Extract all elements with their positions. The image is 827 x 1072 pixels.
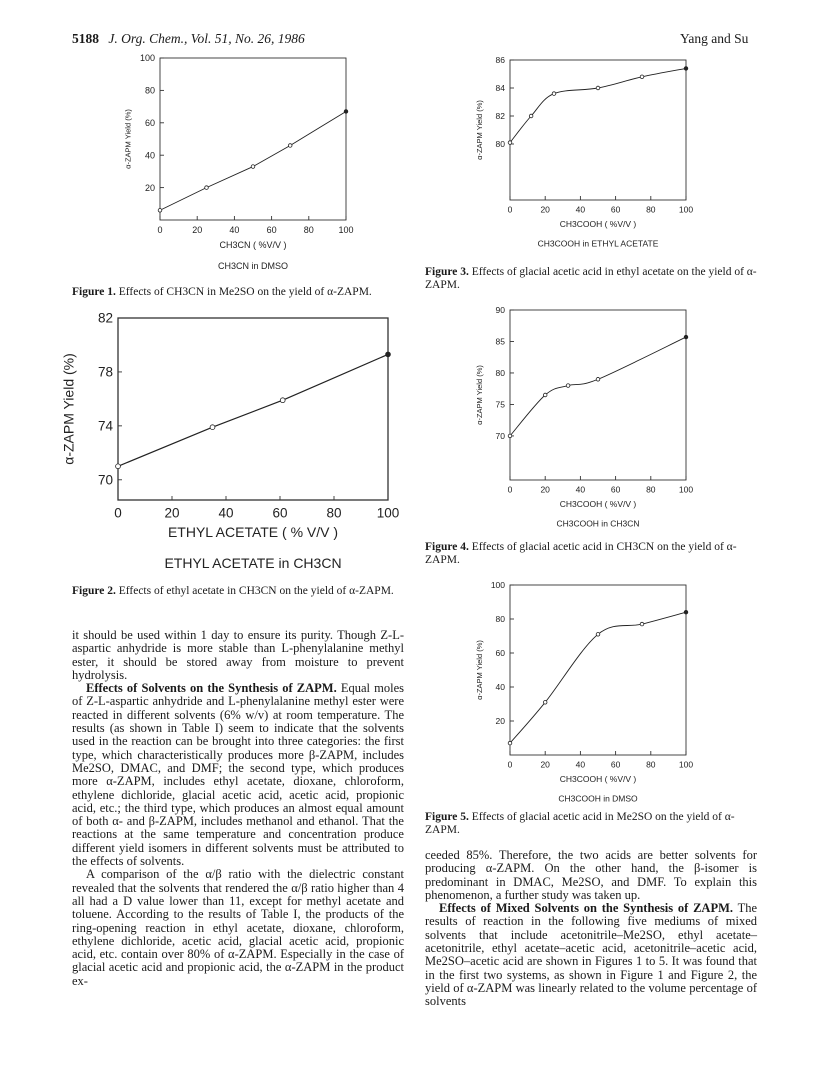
y-axis-label: α-ZAPM Yield (%): [474, 365, 484, 425]
x-tick-label: 20: [540, 204, 550, 215]
section-heading-mixed-solvents: Effects of Mixed Solvents on the Synthesis of ZAPM.: [439, 901, 734, 916]
series-line: [510, 612, 686, 743]
figure-3-label: Figure 3.: [425, 266, 469, 278]
series-line: [160, 111, 346, 210]
x-axis-label: CH3COOH ( %V/V ): [559, 219, 637, 229]
paragraph-right-1: ceeded 85%. Therefore, the two acids are better solvents for producing α-ZAPM. On the other hand, the β-isomer is predominant in DMAC, Me2SO, and DMF. To explain this phenomenon, a further study was taken up.: [425, 848, 757, 902]
plot-frame: [510, 585, 686, 755]
data-point: [251, 165, 255, 169]
paragraph-left-1: it should be used within 1 day to ensure its purity. Though Z-L-aspartic anhydride is more stable than L-phenylalanine methyl ester, it should be stored away from moisture to prevent hydrolysis.: [72, 628, 404, 682]
y-tick-label: 80: [495, 613, 505, 624]
figure-1-chart: [100, 50, 400, 280]
chart-title: ETHYL ACETATE in CH3CN: [164, 555, 342, 572]
figure-2-chart: [60, 308, 412, 578]
x-tick-label: 80: [303, 225, 314, 235]
plot-frame: [510, 60, 686, 200]
page-number: 5188: [72, 31, 99, 46]
x-axis-label: ETHYL ACETATE ( % V/V ): [167, 524, 339, 540]
figure-5-chart: [474, 575, 710, 805]
y-tick-label: 70: [495, 430, 505, 441]
y-tick-label: 100: [139, 53, 155, 64]
figure-3-caption: [425, 266, 765, 291]
x-tick-label: 0: [507, 484, 513, 495]
authors-header: Yang and Su: [680, 31, 749, 46]
chart-title: CH3COOH in DMSO: [558, 793, 638, 804]
paragraph-right-2: The results of reaction in the following five mediums of mixed solvents that include acetonitrile–Me2SO, ethyl acetate–acetonitrile, ethyl acetate–acetic acid, acetonitrile–acetic acid, Me2SO–acetic acid are shown in Figures 1 to 5. It was found that in the first two systems, as shown in Figure 1 and Figure 2, the yield of α-ZAPM was linearly related to the volume percentage of solvents: [425, 901, 757, 1009]
x-tick-label: 100: [678, 759, 694, 770]
x-tick-label: 20: [164, 505, 180, 521]
figure-5-svg: [474, 575, 710, 805]
x-tick-label: 20: [540, 759, 550, 770]
x-axis-label: CH3COOH ( %V/V ): [559, 774, 637, 784]
x-tick-label: 80: [646, 484, 656, 495]
figure-1-caption-text: Effects of CH3CN in Me2SO on the yield of α-ZAPM.: [118, 286, 372, 298]
y-tick-label: 80: [495, 138, 505, 149]
figure-4-label: Figure 4.: [425, 541, 469, 553]
figure-4-caption: [425, 541, 765, 566]
figure-1-caption: [72, 286, 412, 299]
y-tick-label: 100: [490, 579, 505, 590]
x-tick-label: 0: [507, 759, 513, 770]
data-point: [596, 633, 600, 637]
data-point: [566, 384, 570, 388]
data-point: [543, 701, 547, 705]
y-axis-label: α-ZAPM Yield (%): [123, 109, 133, 169]
y-tick-label: 84: [495, 82, 505, 93]
running-header: [72, 31, 305, 47]
x-axis-label: CH3COOH ( %V/V ): [559, 499, 637, 509]
y-tick-label: 20: [144, 182, 155, 193]
y-tick-label: 40: [144, 150, 155, 161]
data-point: [508, 741, 512, 745]
series-line: [118, 354, 388, 466]
data-point: [280, 398, 285, 403]
data-point: [508, 141, 512, 145]
x-tick-label: 60: [266, 225, 277, 235]
data-point: [158, 208, 162, 212]
chart-title: CH3CN in DMSO: [217, 260, 289, 271]
figure-2-label: Figure 2.: [72, 585, 116, 597]
y-axis-label: α-ZAPM Yield (%): [474, 100, 484, 160]
data-point: [508, 434, 512, 438]
data-point: [344, 110, 348, 114]
x-tick-label: 100: [678, 204, 694, 215]
figure-3-svg: [474, 50, 710, 265]
figure-2-caption-text: Effects of ethyl acetate in CH3CN on the yield of α-ZAPM.: [118, 585, 394, 597]
y-axis-label: α-ZAPM Yield (%): [474, 640, 484, 700]
data-point: [552, 92, 556, 96]
data-point: [640, 75, 644, 79]
data-point: [596, 86, 600, 90]
plot-frame: [510, 310, 686, 480]
figure-3-caption-text: Effects of glacial acetic acid in ethyl acetate on the yield of α-ZAPM.: [425, 266, 757, 291]
x-axis-label: CH3CN ( %V/V ): [219, 240, 287, 250]
data-point: [205, 186, 209, 190]
data-point: [640, 622, 644, 626]
y-tick-label: 40: [495, 681, 505, 692]
y-tick-label: 86: [495, 54, 505, 65]
y-tick-label: 60: [144, 117, 155, 128]
figure-2-caption: [72, 585, 402, 598]
x-tick-label: 80: [646, 204, 656, 215]
chart-title: CH3COOH in ETHYL ACETATE: [537, 238, 659, 249]
x-tick-label: 40: [575, 484, 586, 495]
journal-citation: J. Org. Chem., Vol. 51, No. 26, 1986: [108, 31, 305, 46]
plot-frame: [118, 318, 388, 500]
figure-4-caption-text: Effects of glacial acetic acid in CH3CN on the yield of α-ZAPM.: [425, 541, 737, 566]
figure-5-caption: [425, 811, 765, 836]
y-tick-label: 80: [495, 367, 505, 378]
chart-title: CH3COOH in CH3CN: [556, 518, 640, 529]
y-tick-label: 82: [495, 110, 505, 121]
paragraph-left-2: Equal moles of Z-L-aspartic anhydride and L-phenylalanine methyl ester were reacted in different solvents (6% w/v) at room temperature. The results (as shown in Table I) seem to indicate that the solvents used in the reaction can be brought into three categories: the first type, which characteristically produces more β-ZAPM, includes Me2SO, DMAC, and DMF; the second type, which produces more α-ZAPM, includes ethyl acetate, dioxane, chloroform, ethylene dichloride, glacial acetic acid, acetic acid, propionic acid, etc.; the third type, which produces an almost equal amount of both α- and β-ZAPM, includes methanol and ethanol. That the reactions at the same temperature and concentration produce different yield isomers in different solvents must be attributed to the effects of solvents.: [72, 681, 404, 869]
x-tick-label: 20: [192, 225, 203, 235]
section-heading-solvents: Effects of Solvents on the Synthesis of ZAPM.: [86, 681, 337, 696]
y-tick-label: 82: [97, 310, 113, 326]
data-point: [529, 114, 533, 118]
data-point: [596, 377, 600, 381]
series-line: [510, 337, 686, 436]
y-tick-label: 90: [495, 304, 505, 315]
data-point: [386, 352, 391, 357]
x-tick-label: 60: [610, 204, 621, 215]
y-tick-label: 85: [495, 336, 505, 347]
left-column-text: [72, 629, 404, 988]
y-axis-label: α-ZAPM Yield (%): [60, 353, 77, 465]
data-point: [684, 335, 688, 339]
x-tick-label: 40: [218, 505, 234, 521]
x-tick-label: 0: [157, 225, 163, 235]
x-tick-label: 20: [540, 484, 550, 495]
x-tick-label: 100: [376, 505, 400, 521]
x-tick-label: 0: [507, 204, 513, 215]
y-tick-label: 80: [144, 85, 155, 96]
y-tick-label: 74: [97, 418, 113, 434]
x-tick-label: 100: [678, 484, 694, 495]
x-tick-label: 60: [610, 484, 621, 495]
x-tick-label: 40: [575, 759, 586, 770]
x-tick-label: 40: [229, 225, 240, 235]
data-point: [116, 464, 121, 469]
right-column-text: [425, 849, 757, 1009]
x-tick-label: 60: [272, 505, 288, 521]
x-tick-label: 40: [575, 204, 586, 215]
series-line: [510, 68, 686, 142]
x-tick-label: 80: [326, 505, 342, 521]
figure-3-chart: [474, 50, 710, 265]
figure-1-label: Figure 1.: [72, 286, 116, 298]
data-point: [684, 610, 688, 614]
y-tick-label: 78: [97, 364, 113, 380]
x-tick-label: 60: [610, 759, 621, 770]
y-tick-label: 70: [97, 472, 113, 488]
y-tick-label: 20: [495, 715, 505, 726]
x-tick-label: 0: [114, 505, 122, 521]
figure-5-label: Figure 5.: [425, 811, 469, 823]
y-tick-label: 60: [495, 647, 505, 658]
x-tick-label: 100: [338, 225, 354, 235]
y-tick-label: 75: [495, 399, 505, 410]
figure-4-chart: [474, 300, 710, 535]
data-point: [684, 67, 688, 71]
figure-2-svg: [60, 308, 412, 578]
plot-frame: [160, 58, 346, 220]
data-point: [210, 425, 215, 430]
x-tick-label: 80: [646, 759, 656, 770]
data-point: [288, 144, 292, 148]
figure-5-caption-text: Effects of glacial acetic acid in Me2SO on the yield of α-ZAPM.: [425, 811, 735, 836]
figure-4-svg: [474, 300, 710, 535]
paragraph-left-3: A comparison of the α/β ratio with the dielectric constant revealed that the solvents that rendered the α/β ratio higher than 4 all had a D value lower than 11, except for methyl acetate and toluene. According to the results of Table I, the products of the ring-opening reaction in ethyl acetate, dioxane, chloroform, ethylene dichloride, acetic acid, glacial acetic acid, propionic acid, etc. contain over 80% of α-ZAPM. Especially in the case of glacial acetic acid and propionic acid, the α-ZAPM in the product ex-: [72, 867, 404, 988]
data-point: [543, 393, 547, 397]
figure-1-svg: [100, 50, 400, 280]
